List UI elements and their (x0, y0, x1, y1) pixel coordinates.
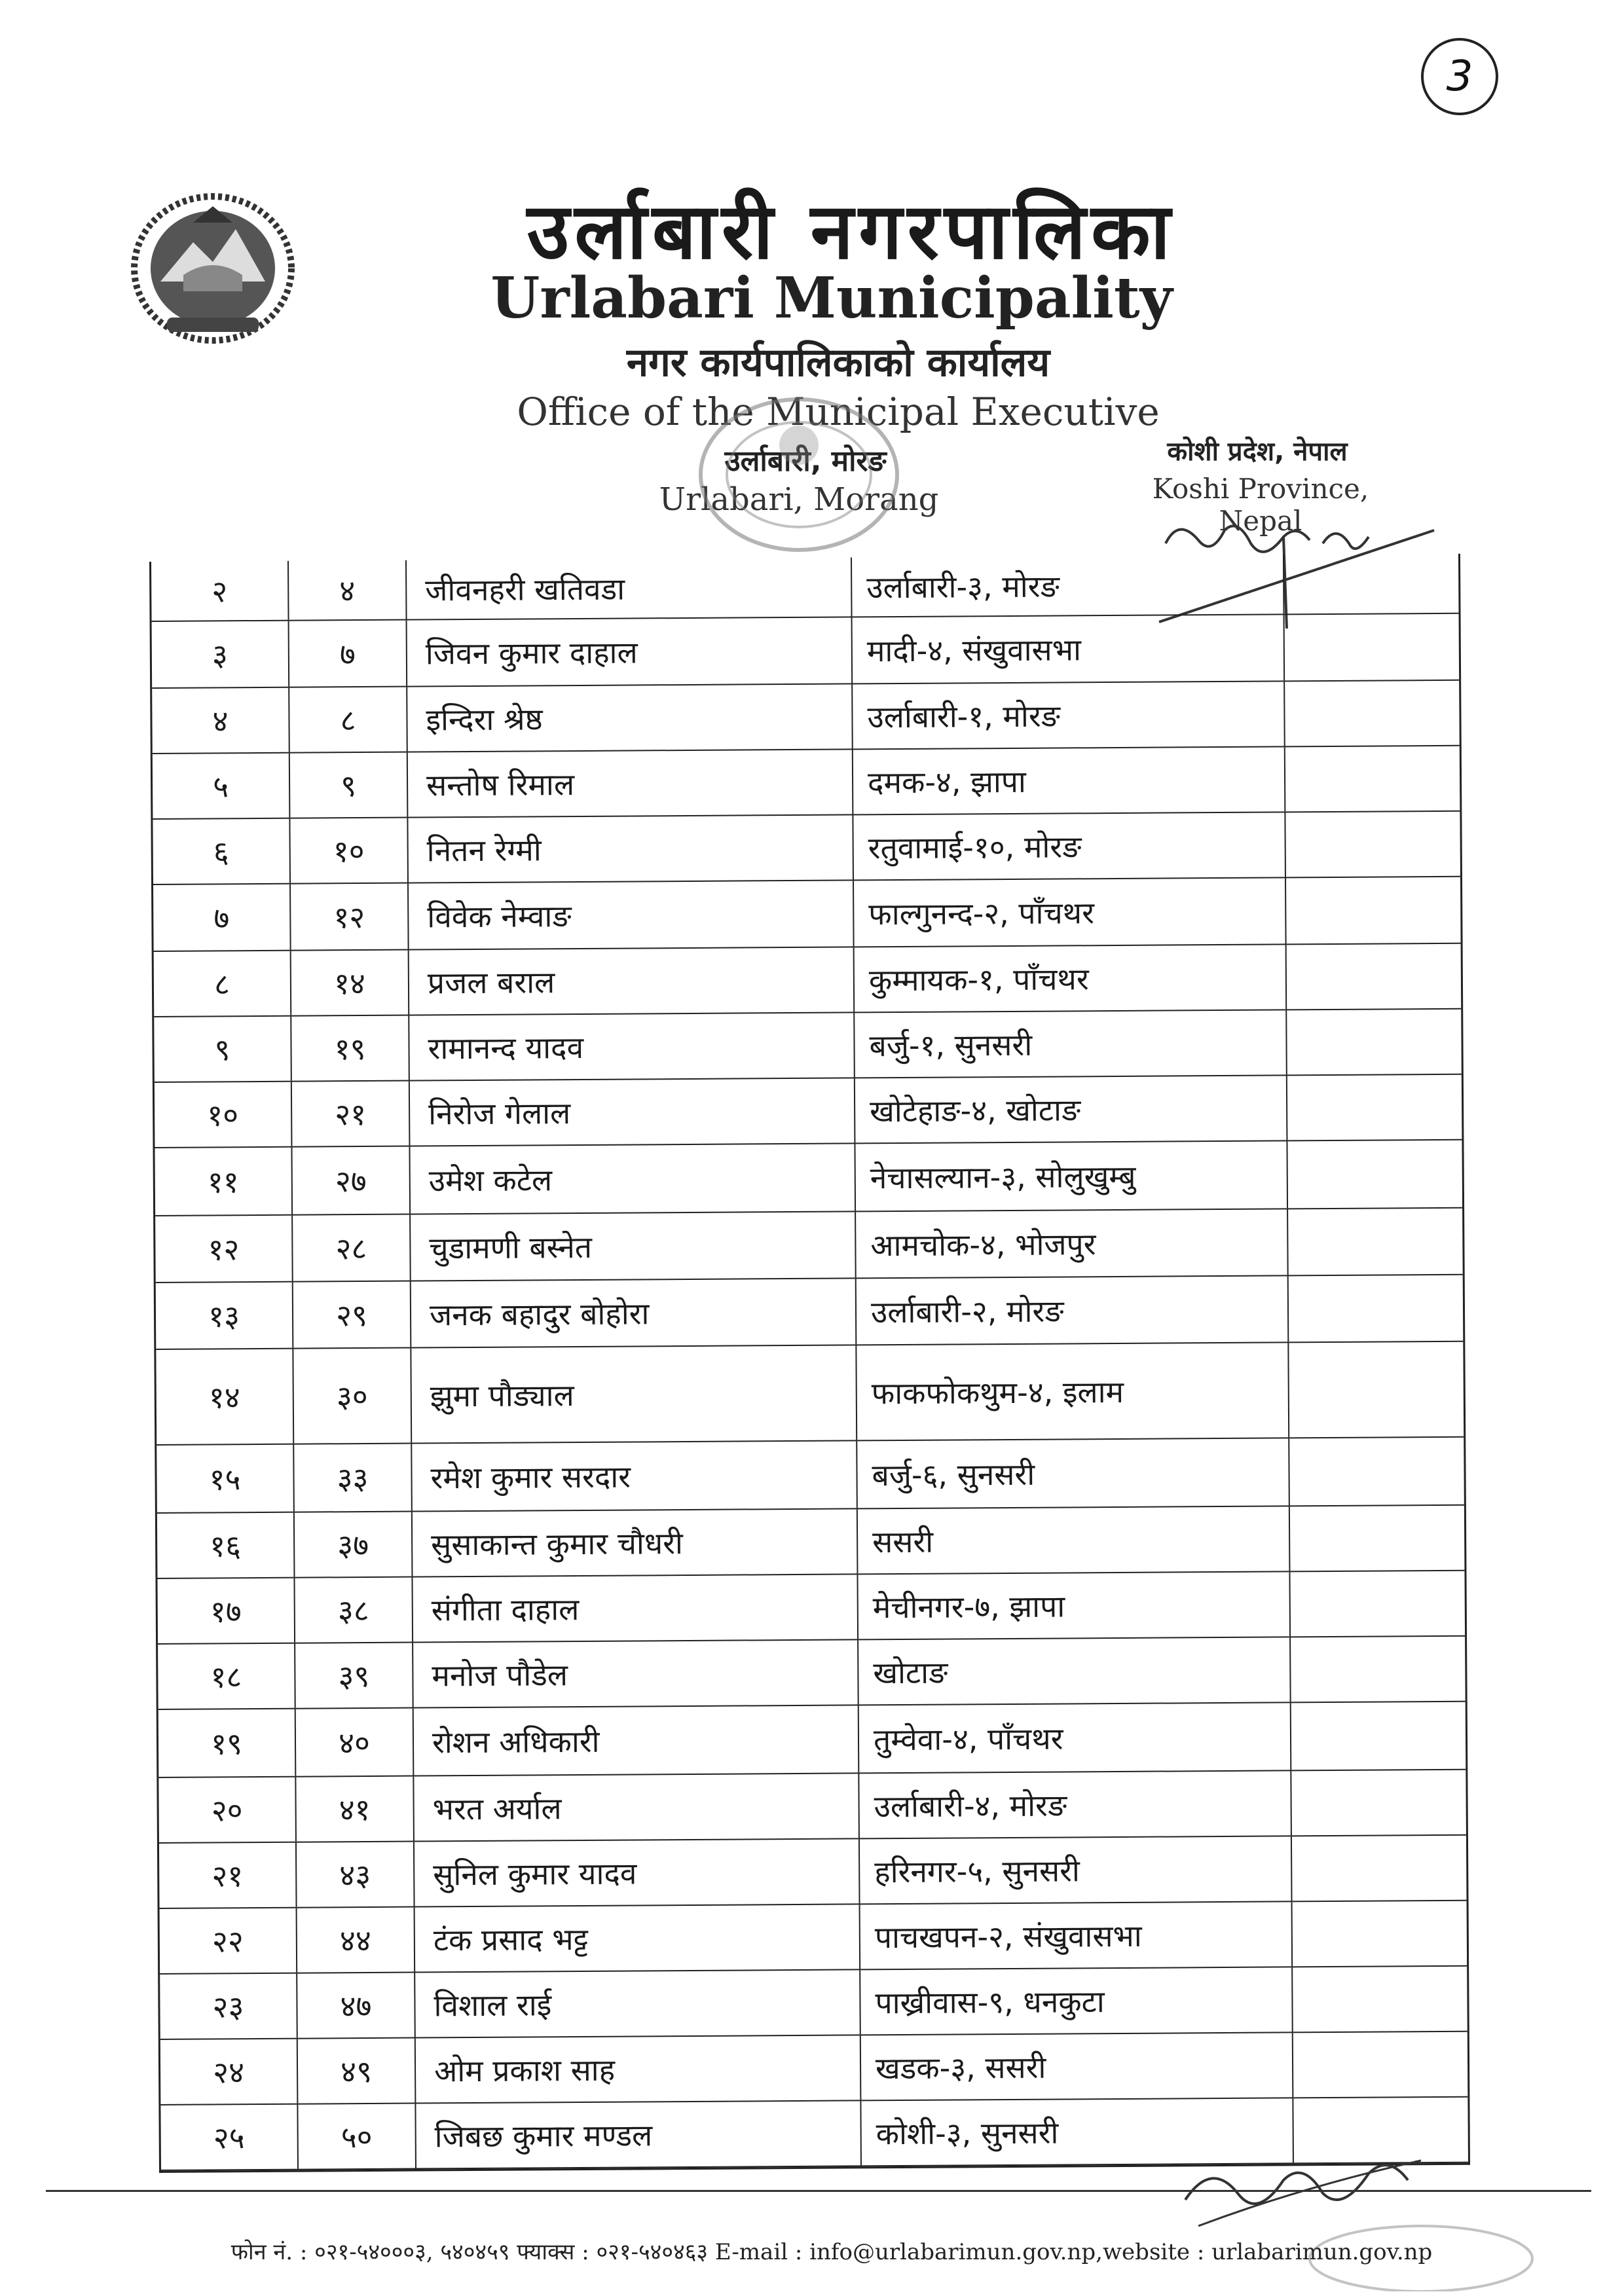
serial-number-cell: १३ (156, 1283, 294, 1349)
roll-number-cell: ३७ (295, 1512, 413, 1577)
address-cell: फाल्गुनन्द-२, पाँचथर (854, 878, 1287, 946)
serial-number-cell: १२ (155, 1216, 293, 1282)
remarks-cell (1293, 1967, 1467, 2032)
remarks-cell (1293, 1901, 1467, 1967)
table-row (153, 746, 1460, 820)
name-cell: इन्दिरा श्रेष्ठ (407, 684, 853, 751)
address-cell: हरिनगर-५, सुनसरी (860, 1836, 1293, 1903)
address-cell: मादी-४, संखुवासभा (853, 615, 1285, 683)
province-english: Koshi Province, Nepal (1152, 473, 1369, 537)
roll-number-cell: १४ (291, 951, 410, 1015)
roll-number-cell: ३३ (294, 1444, 413, 1512)
signature-bottom (1172, 2121, 1539, 2291)
address-cell: कोशी-३, सुनसरी (861, 2098, 1294, 2165)
remarks-cell (1287, 1010, 1462, 1075)
remarks-cell (1289, 1438, 1464, 1506)
table-row (157, 1506, 1465, 1579)
roll-number-cell: १० (290, 818, 409, 883)
table-row (160, 1967, 1467, 2040)
remarks-cell (1293, 2032, 1468, 2098)
roll-number-cell: २१ (292, 1082, 411, 1146)
serial-number-cell: ३ (152, 621, 290, 687)
remarks-cell (1291, 1637, 1466, 1702)
footer-divider (46, 2190, 1591, 2192)
table-row (152, 681, 1460, 754)
table-row (155, 1140, 1462, 1216)
table-row (157, 1571, 1465, 1645)
remarks-cell (1287, 1075, 1462, 1140)
table-row (155, 1209, 1463, 1283)
roll-number-cell: १९ (291, 1016, 410, 1081)
page-number: 3 (1421, 38, 1498, 115)
roll-number-cell: ४४ (297, 1908, 416, 1973)
remarks-cell (1290, 1571, 1465, 1637)
municipality-title-english: Urlabari Municipality (490, 265, 1173, 331)
address-cell: उर्लाबारी-२, मोरङ (857, 1276, 1289, 1344)
roll-number-cell: ४३ (297, 1842, 415, 1907)
remarks-cell (1285, 746, 1460, 812)
table-row (158, 1637, 1466, 1710)
table-row (155, 1075, 1462, 1148)
address-cell: नेचासल्यान-३, सोलुखुम्बु (855, 1141, 1288, 1211)
remarks-cell (1285, 614, 1460, 681)
serial-number-cell: १७ (157, 1578, 295, 1643)
roll-number-cell: ४ (289, 560, 407, 620)
roll-number-cell: ४७ (297, 1973, 416, 2038)
table-row (156, 1342, 1464, 1446)
name-cell: ओम प्रकाश साह (416, 2035, 862, 2102)
name-cell: जीवनहरी खतिवडा (407, 557, 853, 619)
roll-number-cell: २८ (293, 1215, 411, 1281)
roll-number-cell: २७ (292, 1147, 411, 1214)
name-cell: संगीता दाहाल (413, 1575, 858, 1641)
address-cell: खोटेहाङ-४, खोटाङ (855, 1076, 1288, 1142)
roll-number-cell: ८ (289, 687, 408, 752)
name-cell: नितन रेग्मी (408, 815, 854, 882)
candidate-table (149, 554, 1470, 2173)
name-cell: जनक बहादुर बोहोरा (411, 1279, 857, 1347)
address-cell: खडक-३, ससरी (861, 2033, 1294, 2100)
name-cell: चुडामणी बस्नेत (411, 1212, 857, 1280)
name-cell: टंक प्रसाद भट्ट (415, 1904, 861, 1971)
footer-contact: फोन नं. : ०२१-५४०००३, ५४०४५९ फ्याक्स : ०२१-५४०४६३ E-mail : info@urlabarimun.gov.np,website : urlabarimun.gov.np (231, 2239, 1433, 2265)
roll-number-cell: ९ (290, 753, 409, 818)
address-cell: कुम्मायक-१, पाँचथर (855, 945, 1287, 1011)
serial-number-cell: ९ (154, 1017, 292, 1082)
name-cell: रमेश कुमार सरदार (412, 1441, 858, 1510)
serial-number-cell: १६ (157, 1513, 295, 1578)
serial-number-cell: १८ (158, 1644, 296, 1709)
address-cell: उर्लाबारी-४, मोरङ (859, 1771, 1292, 1838)
remarks-cell (1292, 1836, 1467, 1901)
serial-number-cell: २ (151, 561, 289, 621)
address-cell: पाख्रीवास-९, धनकुटा (860, 1967, 1293, 2034)
address-english: Urlabari, Morang (659, 481, 939, 518)
serial-number-cell: १४ (156, 1349, 294, 1444)
table-row (160, 2032, 1468, 2105)
table-row (153, 812, 1460, 885)
name-cell: जिबछ कुमार मण्डल (416, 2101, 862, 2168)
serial-number-cell: ११ (155, 1148, 293, 1215)
serial-number-cell: २३ (160, 1974, 298, 2039)
roll-number-cell: २९ (293, 1282, 412, 1348)
table-row (158, 1770, 1466, 1844)
name-cell: मनोज पौडेल (413, 1640, 859, 1707)
roll-number-cell: ३९ (295, 1643, 414, 1708)
table-row (153, 877, 1461, 952)
office-title-nepali: नगर कार्यपालिकाको कार्यालय (626, 340, 1050, 386)
roll-number-cell: ४० (296, 1709, 415, 1776)
nepal-emblem-icon (121, 183, 304, 354)
remarks-cell (1284, 554, 1459, 614)
name-cell: निरोज गेलाल (410, 1078, 856, 1145)
name-cell: प्रजल बराल (409, 947, 855, 1014)
address-cell: तुम्वेवा-४, पाँचथर (859, 1703, 1292, 1772)
remarks-cell (1286, 877, 1461, 944)
serial-number-cell: १९ (158, 1709, 297, 1777)
roll-number-cell: ३० (293, 1349, 412, 1444)
address-cell: उर्लाबारी-३, मोरङ (852, 555, 1285, 616)
serial-number-cell: २४ (160, 2039, 299, 2104)
name-cell: सुसाकान्त कुमार चौधरी (413, 1509, 858, 1576)
table-row (157, 1438, 1464, 1514)
remarks-cell (1289, 1275, 1464, 1342)
table-row (154, 944, 1462, 1017)
address-cell: खोटाङ (858, 1637, 1291, 1704)
address-cell: फाकफोकथुम-४, इलाम (857, 1343, 1289, 1440)
address-cell: रतुवामाई-१०, मोरङ (853, 812, 1286, 879)
address-cell: बर्जु-६, सुनसरी (857, 1438, 1290, 1508)
serial-number-cell: ५ (153, 754, 291, 818)
name-cell: सन्तोष रिमाल (408, 750, 854, 816)
table-row (158, 1702, 1466, 1778)
office-title-english: Office of the Municipal Executive (517, 390, 1160, 434)
name-cell: विवेक नेम्वाङ (409, 881, 855, 949)
remarks-cell (1288, 1209, 1463, 1275)
serial-number-cell: १० (155, 1082, 293, 1147)
roll-number-cell: १२ (291, 884, 409, 950)
name-cell: विशाल राई (415, 1970, 861, 2037)
serial-number-cell: ६ (153, 819, 291, 884)
table-row (160, 1901, 1467, 1975)
remarks-cell (1285, 681, 1460, 746)
province-nepali: कोशी प्रदेश, नेपाल (1167, 437, 1348, 467)
address-cell: उर्लाबारी-१, मोरङ (853, 682, 1285, 748)
roll-number-cell: ७ (289, 621, 408, 687)
serial-number-cell: ७ (153, 884, 291, 951)
serial-number-cell: २२ (160, 1908, 298, 1973)
name-cell: झुमा पौड्याल (411, 1345, 857, 1442)
address-nepali: उर्लाबारी, मोरङ (724, 445, 887, 478)
office-seal-stamp (681, 386, 917, 563)
name-cell: सुनिल कुमार यादव (415, 1839, 860, 1906)
address-cell: आमचोक-४, भोजपुर (856, 1209, 1289, 1277)
table-row (152, 614, 1460, 689)
remarks-cell (1287, 944, 1462, 1010)
address-cell: पाचखपन-२, संखुवासभा (860, 1902, 1293, 1969)
roll-number-cell: ५० (298, 2104, 416, 2169)
remarks-cell (1289, 1342, 1464, 1438)
serial-number-cell: २५ (160, 2105, 299, 2170)
name-cell: जिवन कुमार दाहाल (407, 617, 853, 685)
name-cell: उमेश कटेल (410, 1144, 856, 1213)
serial-number-cell: २० (158, 1777, 297, 1842)
address-cell: मेचीनगर-७, झापा (858, 1572, 1291, 1639)
roll-number-cell: ४१ (296, 1777, 415, 1842)
remarks-cell (1285, 812, 1460, 877)
address-cell: दमक-४, झापा (853, 747, 1286, 814)
address-cell: ससरी (858, 1506, 1291, 1573)
serial-number-cell: १५ (157, 1445, 295, 1512)
roll-number-cell: ४९ (298, 2039, 416, 2104)
address-cell: बर्जु-१, सुनसरी (855, 1010, 1287, 1077)
table-row (156, 1275, 1464, 1350)
serial-number-cell: २१ (159, 1843, 297, 1908)
remarks-cell (1291, 1702, 1466, 1770)
remarks-cell (1287, 1140, 1462, 1209)
table-row (154, 1010, 1462, 1083)
serial-number-cell: ८ (154, 951, 292, 1016)
name-cell: रामानन्द यादव (409, 1013, 855, 1080)
roll-number-cell: ३८ (295, 1578, 413, 1643)
remarks-cell (1290, 1506, 1465, 1571)
serial-number-cell: ४ (152, 688, 290, 753)
table-row (159, 1836, 1467, 1909)
municipality-title-nepali: उर्लाबारी नगरपालिका (526, 186, 1176, 276)
name-cell: भरत अर्याल (414, 1774, 860, 1840)
table-row (151, 554, 1459, 622)
remarks-cell (1291, 1770, 1466, 1836)
name-cell: रोशन अधिकारी (414, 1705, 860, 1775)
